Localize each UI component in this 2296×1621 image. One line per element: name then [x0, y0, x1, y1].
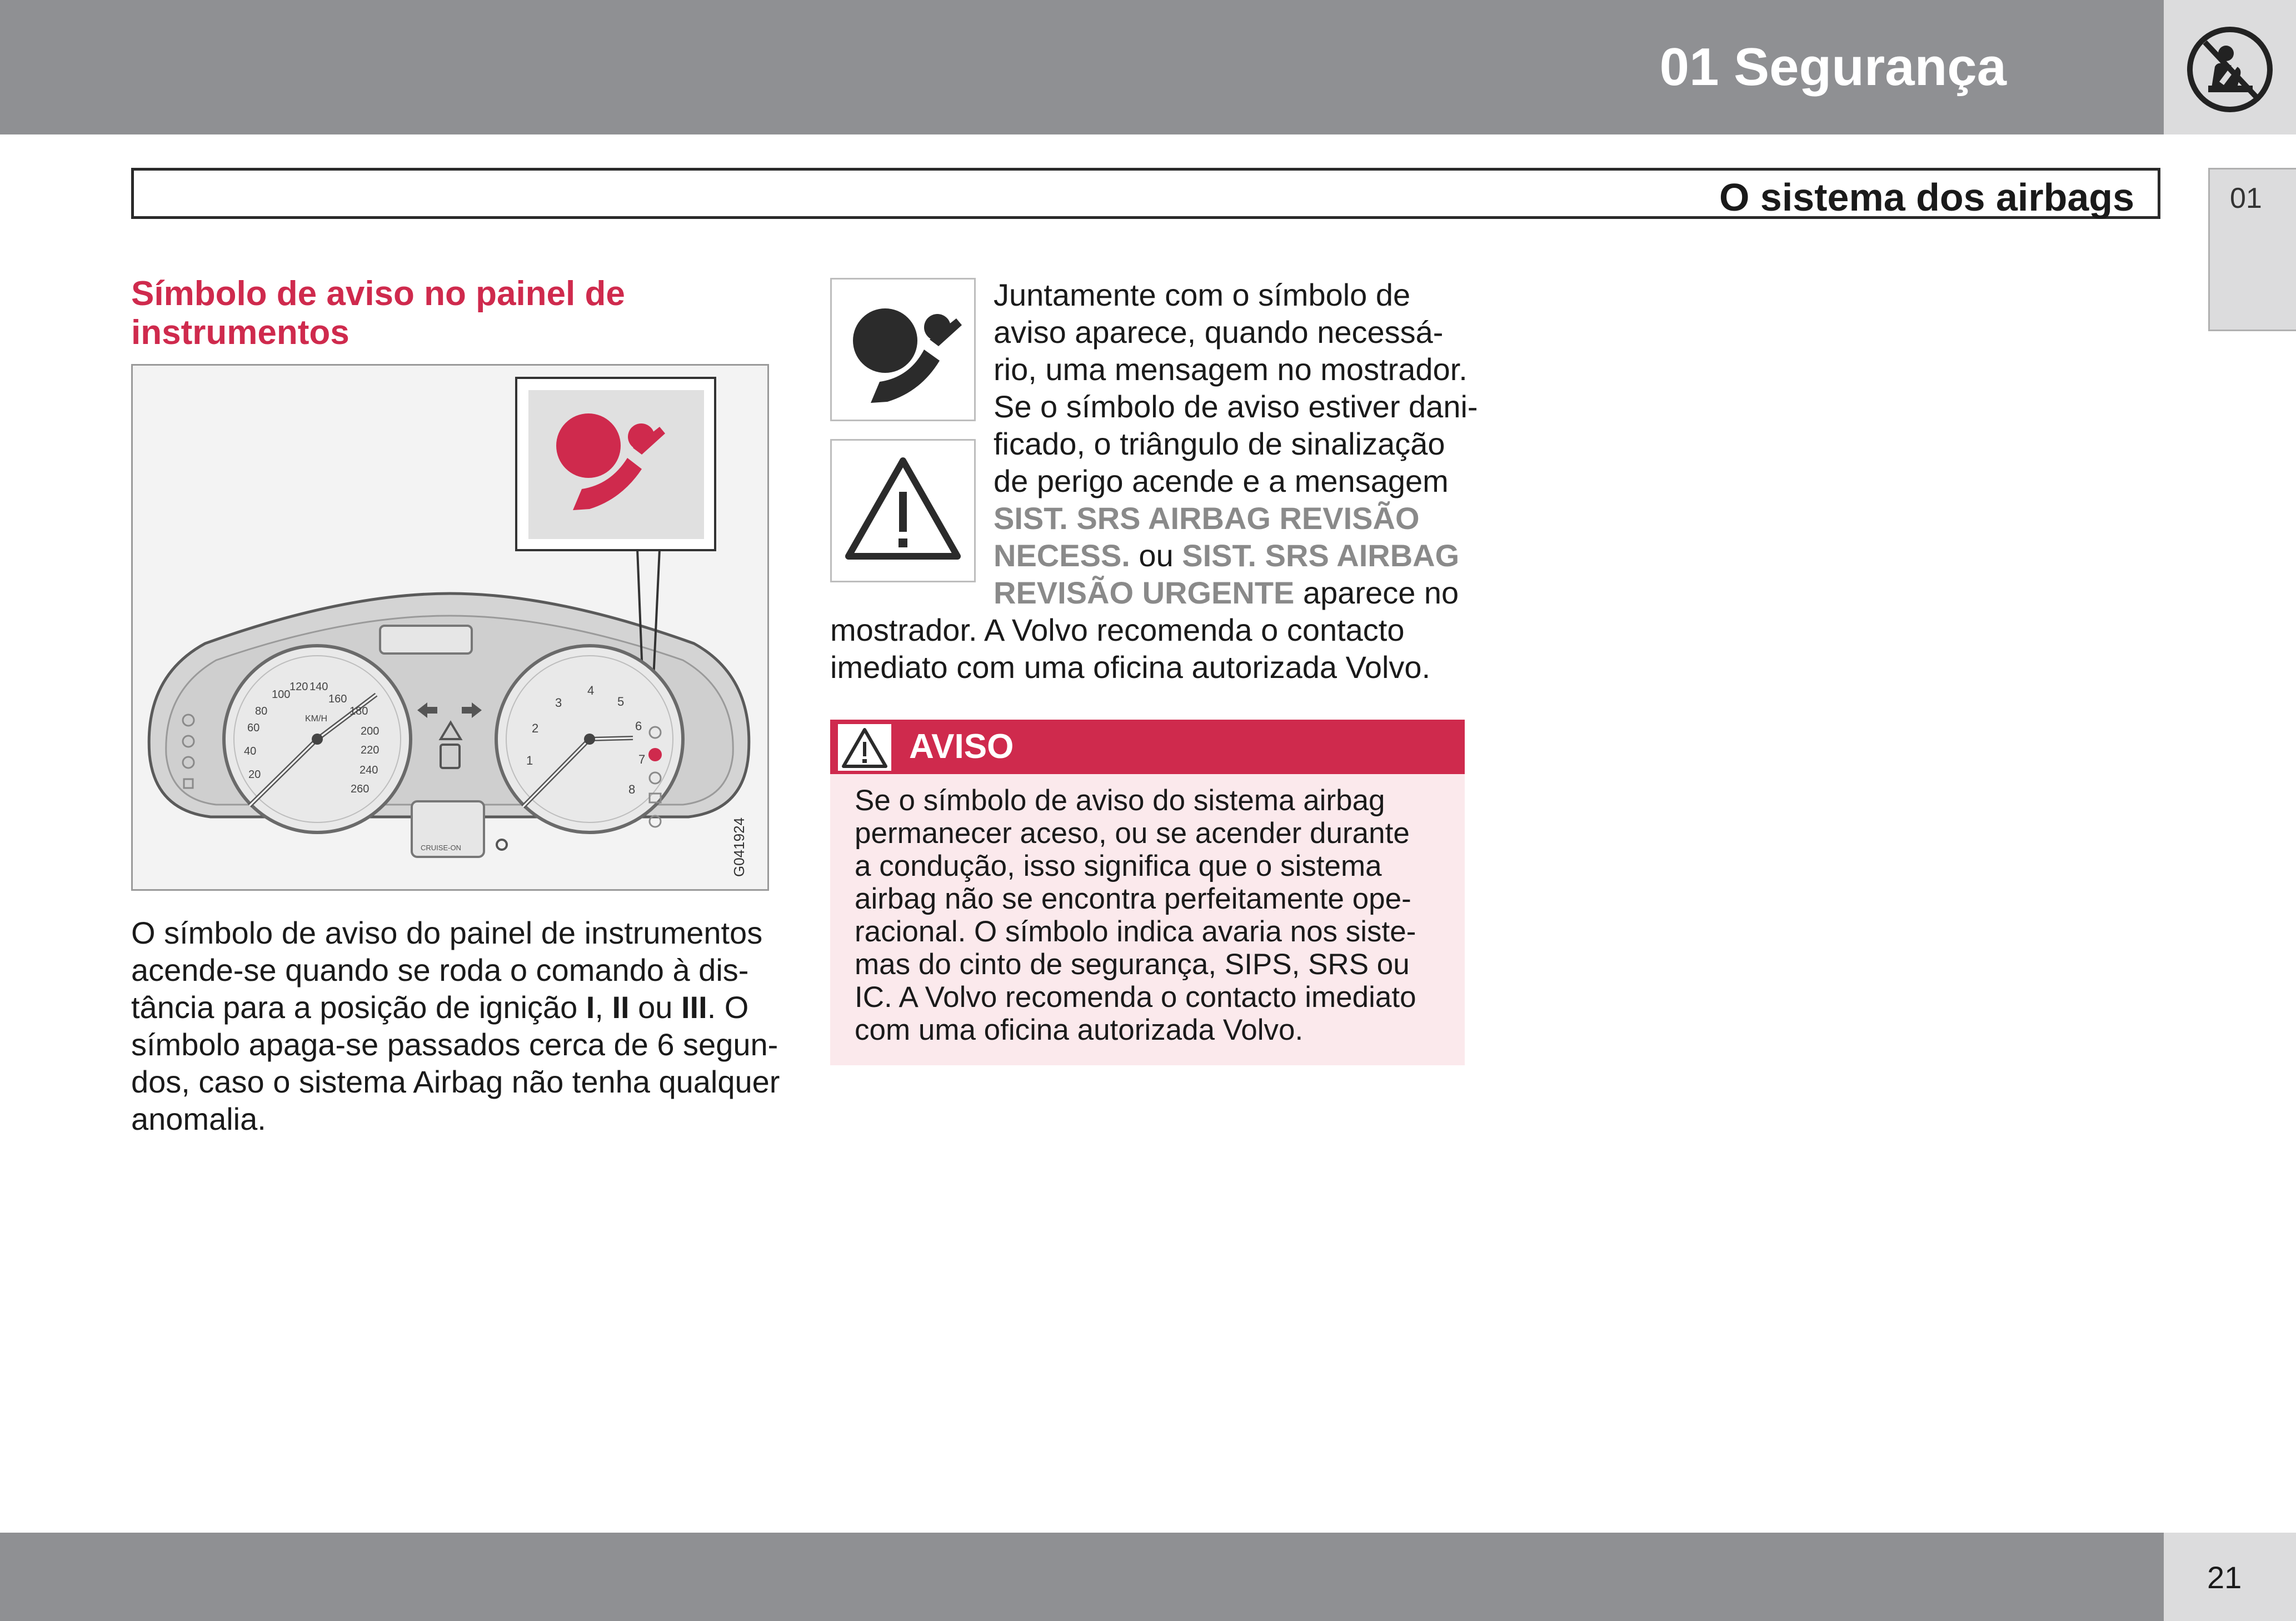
speed-label: 40 — [244, 745, 257, 757]
speed-label: 80 — [255, 705, 268, 717]
instrument-cluster-figure — [131, 364, 769, 891]
speed-label: 240 — [360, 764, 378, 776]
speedometer-gauge — [224, 646, 411, 832]
speed-label: 100 — [272, 689, 291, 701]
tachometer-gauge — [496, 646, 683, 832]
speed-label: 180 — [350, 705, 368, 717]
rpm-label: 3 — [555, 696, 562, 710]
section-title-box — [131, 168, 2160, 219]
body-line: rio, uma mensagem no mostrador. — [994, 352, 1468, 387]
right-body-text — [830, 276, 1478, 686]
chapter-tab — [2208, 168, 2296, 331]
airbag-lamp — [648, 748, 662, 761]
display-message: SIST. SRS AIRBAG REVISÃO — [994, 501, 1420, 536]
rpm-label: 1 — [526, 754, 533, 767]
left-body-text — [131, 914, 780, 1138]
warning-body-box — [830, 774, 1465, 1065]
body-line: NECESS. ou SIST. SRS AIRBAG — [994, 538, 1460, 573]
body-line: de perigo acende e a mensagem — [994, 463, 1449, 498]
warning-triangle-icon — [838, 724, 891, 771]
body-line: aviso aparece, quando necessá- — [994, 315, 1444, 350]
speed-label: 220 — [361, 744, 380, 756]
body-line: REVISÃO URGENTE aparece no — [994, 575, 1459, 610]
warning-title: AVISO — [909, 727, 1014, 766]
body-line: O símbolo de aviso do painel de instrumentos — [131, 915, 763, 950]
chapter-title: 01 Segurança — [1659, 37, 2006, 97]
warning-body-text — [855, 784, 1455, 1046]
section-title: O sistema dos airbags — [1719, 176, 2134, 219]
speed-unit: KM/H — [305, 714, 327, 724]
warning-line: Se o símbolo de aviso do sistema airbag — [855, 784, 1385, 817]
display-text: CRUISE-ON — [421, 844, 461, 852]
speed-label: 200 — [361, 725, 380, 737]
speed-label: 20 — [248, 769, 261, 781]
speed-label: 260 — [351, 783, 370, 795]
instrument-cluster-illustration — [133, 366, 767, 889]
warning-line: a condução, isso significa que o sistema — [855, 850, 1382, 882]
header-band — [0, 0, 2164, 134]
warning-header — [830, 720, 1465, 774]
chapter-tab-label: 01 — [2230, 182, 2262, 215]
footer-page-box — [2164, 1533, 2296, 1621]
speed-label: 60 — [247, 722, 260, 734]
warning-line: IC. A Volvo recomenda o contacto imediato — [855, 981, 1416, 1014]
subheading-line: instrumentos — [131, 313, 350, 352]
warning-line: permanecer aceso, ou se acender durante — [855, 817, 1410, 850]
body-line: mostrador. A Volvo recomenda o contacto — [830, 612, 1405, 647]
figure-code: G041924 — [731, 817, 747, 877]
warning-line: racional. O símbolo indica avaria nos siste- — [855, 915, 1416, 948]
speed-label: 140 — [310, 681, 328, 693]
warning-line: com uma oficina autorizada Volvo. — [855, 1014, 1304, 1046]
rpm-label: 6 — [635, 719, 642, 733]
body-line: tância para a posição de ignição I, II ou III. O — [131, 990, 749, 1025]
body-line: ficado, o triângulo de sinalização — [994, 426, 1445, 461]
section-subheading — [131, 275, 770, 352]
body-line: Juntamente com o símbolo de — [994, 277, 1411, 312]
rpm-label: 7 — [638, 752, 646, 766]
speed-label: 120 — [290, 681, 308, 693]
rpm-label: 2 — [532, 721, 539, 735]
page-number: 21 — [2207, 1560, 2242, 1595]
rpm-label: 5 — [617, 695, 625, 709]
warning-line: airbag não se encontra perfeitamente ope- — [855, 882, 1411, 915]
body-line: dos, caso o sistema Airbag não tenha qualquer — [131, 1064, 780, 1099]
body-line: Se o símbolo de aviso estiver dani- — [994, 389, 1478, 424]
header-icon-box — [2164, 0, 2296, 134]
warning-line: mas do cinto de segurança, SIPS, SRS ou — [855, 948, 1410, 981]
speed-label: 160 — [328, 693, 347, 705]
subheading-line: Símbolo de aviso no painel de — [131, 275, 625, 313]
rpm-label: 8 — [628, 782, 636, 796]
footer-band — [0, 1533, 2164, 1621]
seatbelt-passenger-icon — [2183, 22, 2277, 117]
body-line: acende-se quando se roda o comando à dis- — [131, 952, 749, 987]
body-line: imediato com uma oficina autorizada Volvo. — [830, 650, 1431, 685]
rpm-label: 4 — [587, 684, 595, 697]
body-line: símbolo apaga-se passados cerca de 6 segun- — [131, 1027, 778, 1062]
body-line: anomalia. — [131, 1101, 266, 1136]
